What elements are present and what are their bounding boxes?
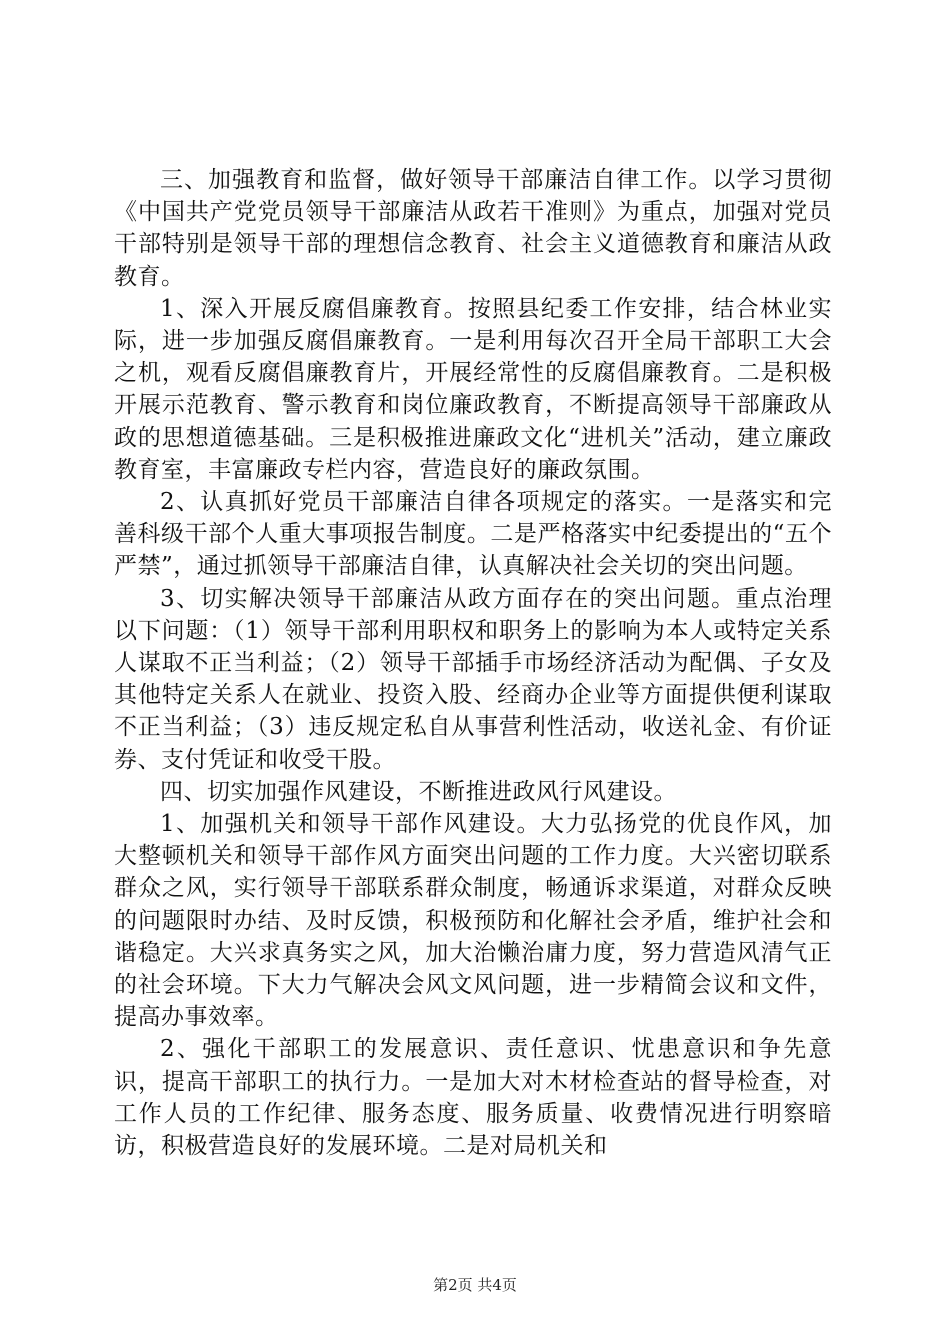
paragraph: 三、加强教育和监督，做好领导干部廉洁自律工作。以学习贯彻《中国共产党党员领导干部廉洁从政若干准则》为重点，加强对党员干部特别是领导干部的理想信念教育、社会主义道德教育和廉洁从政教育。	[114, 167, 832, 290]
paragraph: 3、切实解决领导干部廉洁从政方面存在的突出问题。重点治理以下问题：（1）领导干部利用职权和职务上的影响为本人或特定关系人谋取不正当利益；（2）领导干部插手市场经济活动为配偶、子女及其他特定关系人在就业、投资入股、经商办企业等方面提供便利谋取不正当利益；（3）违反规定私自从事营利性活动，收送礼金、有价证券、支付凭证和收受干股。	[114, 585, 832, 773]
paragraph: 四、切实加强作风建设，不断推进政风行风建设。	[160, 778, 677, 805]
document-body	[114, 164, 832, 1162]
paragraph: 2、强化干部职工的发展意识、责任意识、忧患意识和争先意识，提高干部职工的执行力。一是加大对木材检查站的督导检查，对工作人员的工作纪律、服务态度、服务质量、收费情况进行明察暗访，积极营造良好的发展环境。二是对局机关和	[114, 1036, 832, 1160]
page-footer: 第2页 共4页	[433, 1276, 517, 1294]
paragraph: 1、深入开展反腐倡廉教育。按照县纪委工作安排，结合林业实际，进一步加强反腐倡廉教育。一是利用每次召开全局干部职工大会之机，观看反腐倡廉教育片，开展经常性的反腐倡廉教育。二是积极开展示范教育、警示教育和岗位廉政教育，不断提高领导干部廉政从政的思想道德基础。三是积极推进廉政文化“进机关”活动，建立廉政教育室，丰富廉政专栏内容，营造良好的廉政氛围。	[114, 295, 832, 483]
paragraph: 1、加强机关和领导干部作风建设。大力弘扬党的优良作风，加大整顿机关和领导干部作风方面突出问题的工作力度。大兴密切联系群众之风，实行领导干部联系群众制度，畅通诉求渠道，对群众反映的问题限时办结、及时反馈，积极预防和化解社会矛盾，维护社会和谐稳定。大兴求真务实之风，加大治懒治庸力度，努力营造风清气正的社会环境。下大力气解决会风文风问题，进一步精简会议和文件，提高办事效率。	[114, 811, 832, 1031]
paragraph: 2、认真抓好党员干部廉洁自律各项规定的落实。一是落实和完善科级干部个人重大事项报告制度。二是严格落实中纪委提出的“五个严禁”，通过抓领导干部廉洁自律，认真解决社会关切的突出问题。	[114, 489, 832, 580]
